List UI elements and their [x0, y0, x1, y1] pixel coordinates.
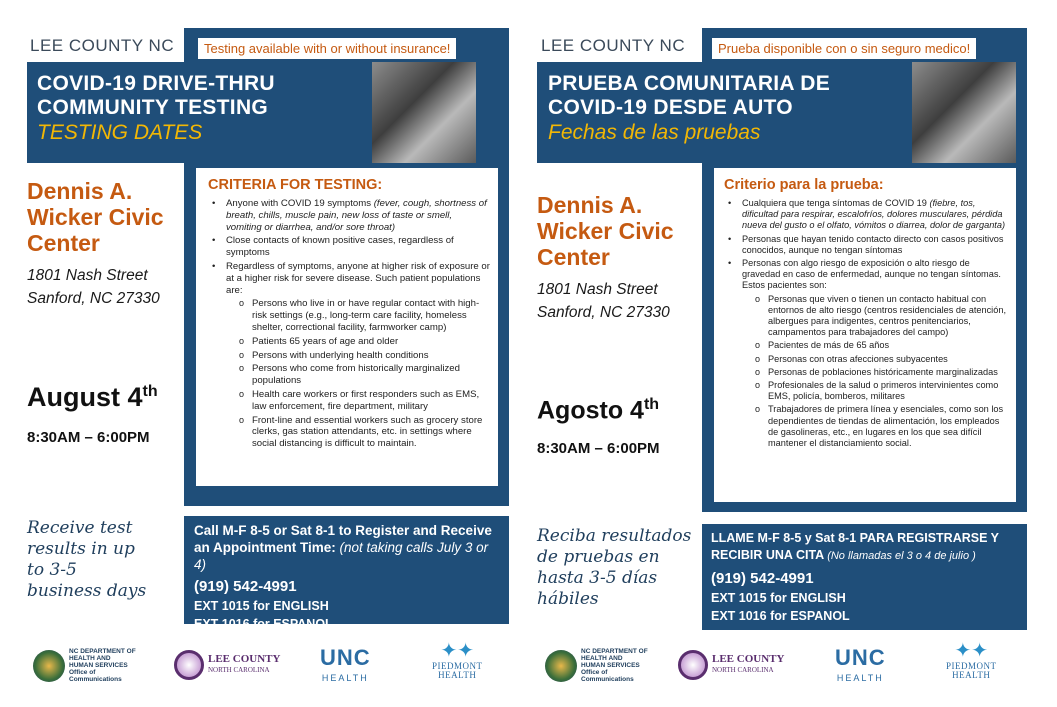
- title-line-2: COMMUNITY TESTING: [37, 96, 269, 119]
- criteria-item: • Close contacts of known positive cases, regardless of symptoms: [208, 235, 490, 259]
- english-flyer: [0, 0, 528, 707]
- venue-address: 1801 Nash Street Sanford, NC 27330: [537, 281, 670, 321]
- criteria-item: • Anyone with COVID 19 symptoms (fever, cough, shortness of breath, chills, muscle pain, new loss of taste or smell, vomiting or diarrhea, and/or sore throat): [208, 198, 490, 233]
- title-line-2: COVID-19 DESDE AUTO: [548, 96, 793, 119]
- title-subtitle: TESTING DATES: [37, 121, 203, 144]
- criteria-box: [196, 168, 498, 486]
- sub-criteria-item: o Personas que viven o tienen un contacto habitual con entornos de alto riesgo (centros residenciales de atención, albergues para indigentes, centros penitenciarios, campamentos para trabajadores del campo): [724, 294, 1010, 339]
- testing-date: August 4th: [27, 382, 158, 412]
- sub-criteria-item: o Personas con otras afecciones subyacentes: [724, 354, 1010, 365]
- results-turnaround: Receive test results in up to 3-5 business days: [27, 518, 147, 601]
- registration-instructions: Call M-F 8-5 or Sat 8-1 to Register and Receive an Appointment Time: (not taking calls July 3 or 4): [194, 523, 492, 572]
- extension-spanish: EXT 1016 for ESPANOL: [711, 609, 850, 623]
- results-turnaround: Reciba resultados de pruebas en hasta 3-5 días hábiles: [537, 526, 692, 609]
- nc-dhhs-seal-icon: [545, 650, 577, 682]
- sub-criteria-item: o Front-line and essential workers such as grocery store clerks, gas station attendants, etc. in settings where social distancing is difficult to maintain.: [208, 415, 490, 450]
- spanish-flyer: [528, 0, 1056, 707]
- criteria-heading: Criterio para la prueba:: [724, 177, 884, 193]
- title-box: [537, 62, 882, 163]
- sub-criteria-item: o Persons who live in or have regular contact with high-risk settings (e.g., long-term care facility, homeless shelter, correctional facility, farmworker camp): [208, 298, 490, 333]
- criteria-item: • Personas que hayan tenido contacto directo con casos positivos conocidos, aunque no tengan síntomas: [724, 234, 1010, 256]
- venue-name: Dennis A. Wicker Civic Center: [27, 178, 164, 256]
- registration-phone[interactable]: (919) 542-4991: [194, 578, 297, 595]
- title-line-1: PRUEBA COMUNITARIA DE: [548, 72, 831, 95]
- lee-county-logo: LEE COUNTY NORTH CAROLINA: [678, 650, 784, 680]
- criteria-item: • Regardless of symptoms, anyone at higher risk of exposure or at a higher risk for severe disease. Such patient populations are:: [208, 261, 490, 296]
- extension-english: EXT 1015 for ENGLISH: [711, 591, 846, 605]
- registration-box: [702, 524, 1027, 630]
- sub-criteria-item: o Profesionales de la salud o primeros intervinientes como EMS, policía, bomberos, militares: [724, 380, 1010, 402]
- lee-county-logo: LEE COUNTY NORTH CAROLINA: [174, 650, 280, 680]
- venue-address: 1801 Nash Street Sanford, NC 27330: [27, 267, 160, 307]
- extension-spanish: EXT 1016 for ESPANOL: [194, 617, 333, 631]
- sub-criteria-item: o Personas de poblaciones históricamente marginalizadas: [724, 367, 1010, 378]
- piedmont-health-logo-icon: ✦✦ PIEDMONT HEALTH: [432, 640, 483, 680]
- criteria-item: • Personas con algo riesgo de exposición o alto riesgo de gravedad en caso de enfermedad, aunque no tengan síntomas. Estos pacientes son:: [724, 258, 1010, 292]
- healthcare-worker-photo: [912, 62, 1016, 163]
- testing-hours: 8:30AM – 6:00PM: [27, 429, 150, 446]
- testing-hours: 8:30AM – 6:00PM: [537, 440, 660, 457]
- nc-dhhs-logo: NC DEPARTMENT OF HEALTH AND HUMAN SERVICES Office of Communications: [33, 648, 149, 683]
- nc-dhhs-seal-icon: [33, 650, 65, 682]
- title-subtitle: Fechas de las pruebas: [548, 121, 761, 144]
- lee-county-seal-icon: [678, 650, 708, 680]
- piedmont-health-logo-icon: ✦✦ PIEDMONT HEALTH: [946, 640, 997, 680]
- county-label: LEE COUNTY NC: [541, 36, 686, 55]
- sub-criteria-item: o Health care workers or first responders such as EMS, law enforcement, fire department, military: [208, 389, 490, 413]
- testing-date: Agosto 4th: [537, 396, 660, 425]
- insurance-notice: Prueba disponible con o sin seguro medico!: [712, 38, 976, 59]
- registration-box: [184, 516, 509, 631]
- extension-english: EXT 1015 for ENGLISH: [194, 599, 329, 613]
- registration-instructions: LLAME M-F 8-5 y Sat 8-1 PARA REGISTRARSE Y RECIBIR UNA CITA (No llamadas el 3 o 4 de julio ): [711, 531, 999, 562]
- sub-criteria-item: o Trabajadores de primera línea y esenciales, como son los dependientes de tiendas de alimentación, los empleados de gasolineras, etc., en lugares en los que sea difícil mantener el distanciamiento social.: [724, 404, 1010, 449]
- county-label: LEE COUNTY NC: [30, 36, 175, 55]
- title-box: [27, 62, 372, 163]
- sub-criteria-item: o Pacientes de más de 65 años: [724, 340, 1010, 351]
- insurance-notice: Testing available with or without insurance!: [198, 38, 456, 59]
- nc-dhhs-logo: NC DEPARTMENT OF HEALTH AND HUMAN SERVICES Office of Communications: [545, 648, 661, 683]
- unc-health-logo-icon: UNC HEALTH: [320, 645, 371, 683]
- criteria-item: • Cualquiera que tenga síntomas de COVID 19 (fiebre, tos, dificultad para respirar, escalofríos, dolores musculares, pérdida nueva del gusto o el olfato, vómitos o diarrea, dolor de garganta): [724, 198, 1010, 232]
- unc-health-logo-icon: UNC HEALTH: [835, 645, 886, 683]
- sub-criteria-item: o Persons with underlying health conditions: [208, 350, 490, 362]
- criteria-list: [724, 198, 1010, 449]
- venue-name: Dennis A. Wicker Civic Center: [537, 192, 674, 270]
- lee-county-seal-icon: [174, 650, 204, 680]
- registration-phone[interactable]: (919) 542-4991: [711, 570, 814, 587]
- sub-criteria-item: o Patients 65 years of age and older: [208, 336, 490, 348]
- healthcare-worker-photo: [372, 62, 476, 163]
- sub-criteria-item: o Persons who come from historically marginalized populations: [208, 363, 490, 387]
- criteria-box: [714, 168, 1016, 502]
- criteria-heading: CRITERIA FOR TESTING:: [208, 177, 383, 193]
- title-line-1: COVID-19 DRIVE-THRU: [37, 72, 275, 95]
- criteria-list: [208, 198, 490, 450]
